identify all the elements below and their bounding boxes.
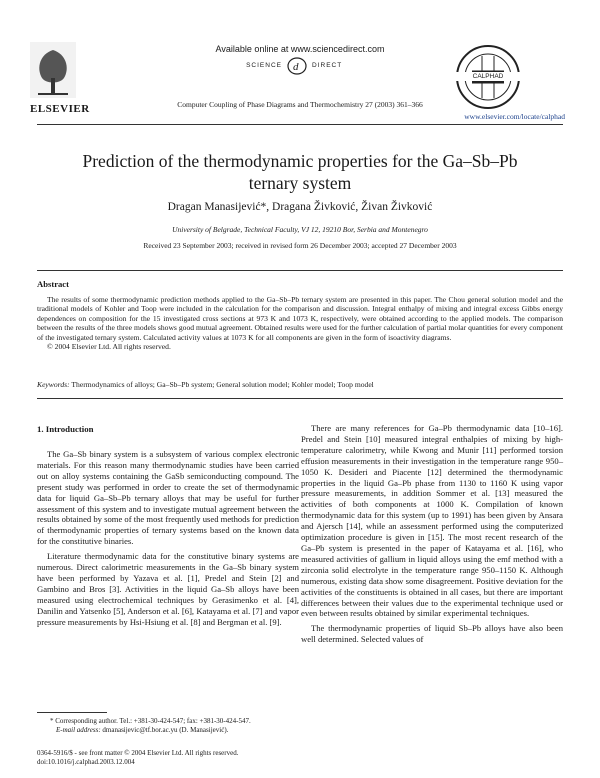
abstract-heading: Abstract <box>37 279 69 289</box>
abstract-body <box>37 295 563 351</box>
keywords-label: Keywords: <box>37 380 70 389</box>
section-heading: 1. Introduction <box>37 424 94 434</box>
received-dates: Received 23 September 2003; received in revised form 26 December 2003; accepted 27 December 2003 <box>143 241 457 250</box>
journal-url-link[interactable]: www.elsevier.com/locate/calphad <box>464 112 565 121</box>
keywords-list: Thermodynamics of alloys; Ga–Sb–Pb system; General solution model; Kohler model; Toop model <box>71 380 374 389</box>
email-note <box>56 726 306 735</box>
paragraph: There are many references for Ga–Pb thermodynamic data [10–16]. Predel and Stein [10] measured integral enthalpies of mixing by high-temperature calorimetry, while Kwong and Munir [11] performed torsion effusion measurements in their investigation in the temperature range 950–1050 K. Desideri and Piacente [12] determined the thermodynamic properties in the liquid Ga–Pb phase from 1130 to 1160 K using vapor pressure measurements, in addition Sommer et al. [13] measured the activities of both components at 1000 K. Compilation of known thermodynamic data for this system (up to 1991) has been given by Ansara and Ajersch [14], while an assessment performed using the computerized optimization procedure is given in [15]. The most recent research of the Ga–Pb system is presented in the paper of Katayama et al. [16], who measured activities of gallium in liquid alloys using the emf method with a zirconia solid electrolyte in the temperature range 950–1150 K. Although numerous, existing data show some disagreement. Positive deviation for the activities of the constituents is obtained in all cases, but there are important differences between their values due to the experimental technique used or even between results obtained by similar experimental techniques. <box>301 423 563 619</box>
calphad-seal <box>452 44 524 110</box>
abstract-text: The results of some thermodynamic prediction methods applied to the Ga–Sb–Pb ternary system are presented in this paper. The Chou general solution model and the traditional models of Kohler and Toop were included in the calculation for the comparison and discussion. Integral enthalpy of mixing and integral excess Gibbs energy dependences on composition for the 15 investigated cross sections at 973 K and 1073 K, respectively, were obtained according to the applied models. The comparison between the results of the three models shows good mutual agreement. Obtained results were used for the further calculation of partial molar quantities for every component of the investigated ternary system. Calculated activity values at 1073 K for all components are given in the form of isoactivity diagrams. <box>37 295 563 342</box>
abstract-copyright: © 2004 Elsevier Ltd. All rights reserved. <box>47 342 171 352</box>
available-online: Available online at www.sciencedirect.com <box>215 44 385 54</box>
email-address: dmanasijevic@tf.bor.ac.yu (D. Manasijević). <box>102 726 229 734</box>
journal-citation: Computer Coupling of Phase Diagrams and Thermochemistry 27 (2003) 361–366 <box>177 100 423 109</box>
paragraph: The Ga–Sb binary system is a subsystem of various complex electronic materials. For this reason many thermodynamic studies have been carried out on alloy systems containing the GaSb semiconducting compound. The present study was performed in order to create the set of thermodynamic data for liquid Ga–Sb–Pb ternary alloys that may be useful for further assessment of this system and to investigate mutual agreement between the results obtained by some of the most frequently used methods for prediction of thermodynamic properties of ternary systems based on the known data for the constitutive binaries. <box>37 449 299 547</box>
author-list: Dragan Manasijević*, Dragana Živković, Živan Živković <box>167 201 433 213</box>
header-divider <box>37 124 563 125</box>
abstract-bottom-divider <box>37 398 563 399</box>
sciencedirect-logo: SCIENCE d DIRECT <box>220 56 380 78</box>
affiliation: University of Belgrade, Technical Faculty, VJ 12, 19210 Bor, Serbia and Montenegro <box>172 225 428 234</box>
paragraph: The thermodynamic properties of liquid Sb–Pb alloys have also been well determined. Selected values of <box>301 623 563 645</box>
corresponding-author-note: * Corresponding author. Tel.: +381-30-424-547; fax: +381-30-424-547. <box>50 717 251 725</box>
elsevier-wordmark: ELSEVIER <box>30 103 90 115</box>
paragraph: Literature thermodynamic data for the constitutive binary systems are numerous. Direct calorimetric measurements in the Ga–Sb binary system have been performed by Yazava et al. [1], Predel and Stein [2] and Gambino and Bros [3]. Activities in the liquid Ga–Sb alloys have been measured using electrochemical techniques by Gerasimenko et al. [4], Danilin and Yatsenko [5], Anderson et al. [6], Katayama et al. [7] and vapor pressure measurements by Hsi-Hsiung et al. [8] and Bergman et al. [9]. <box>37 551 299 627</box>
svg-text:d: d <box>293 61 299 73</box>
sciencedirect-emblem-icon <box>286 56 308 76</box>
doi-line: doi:10.1016/j.calphad.2003.12.004 <box>37 758 135 766</box>
right-column <box>301 423 563 649</box>
elsevier-logo <box>30 42 90 115</box>
email-label: E-mail address: <box>56 726 101 734</box>
elsevier-tree-icon <box>30 42 76 98</box>
abstract-top-divider <box>37 270 563 271</box>
article-title: Prediction of the thermodynamic properties for the Ga–Sb–Pb ternary system <box>82 151 518 193</box>
keywords <box>37 380 563 389</box>
calphad-seal-text: CALPHAD <box>452 72 524 81</box>
left-column <box>37 449 299 632</box>
footnote-divider <box>37 712 107 713</box>
issn-line: 0364-5916/$ - see front matter © 2004 Elsevier Ltd. All rights reserved. <box>37 749 239 757</box>
